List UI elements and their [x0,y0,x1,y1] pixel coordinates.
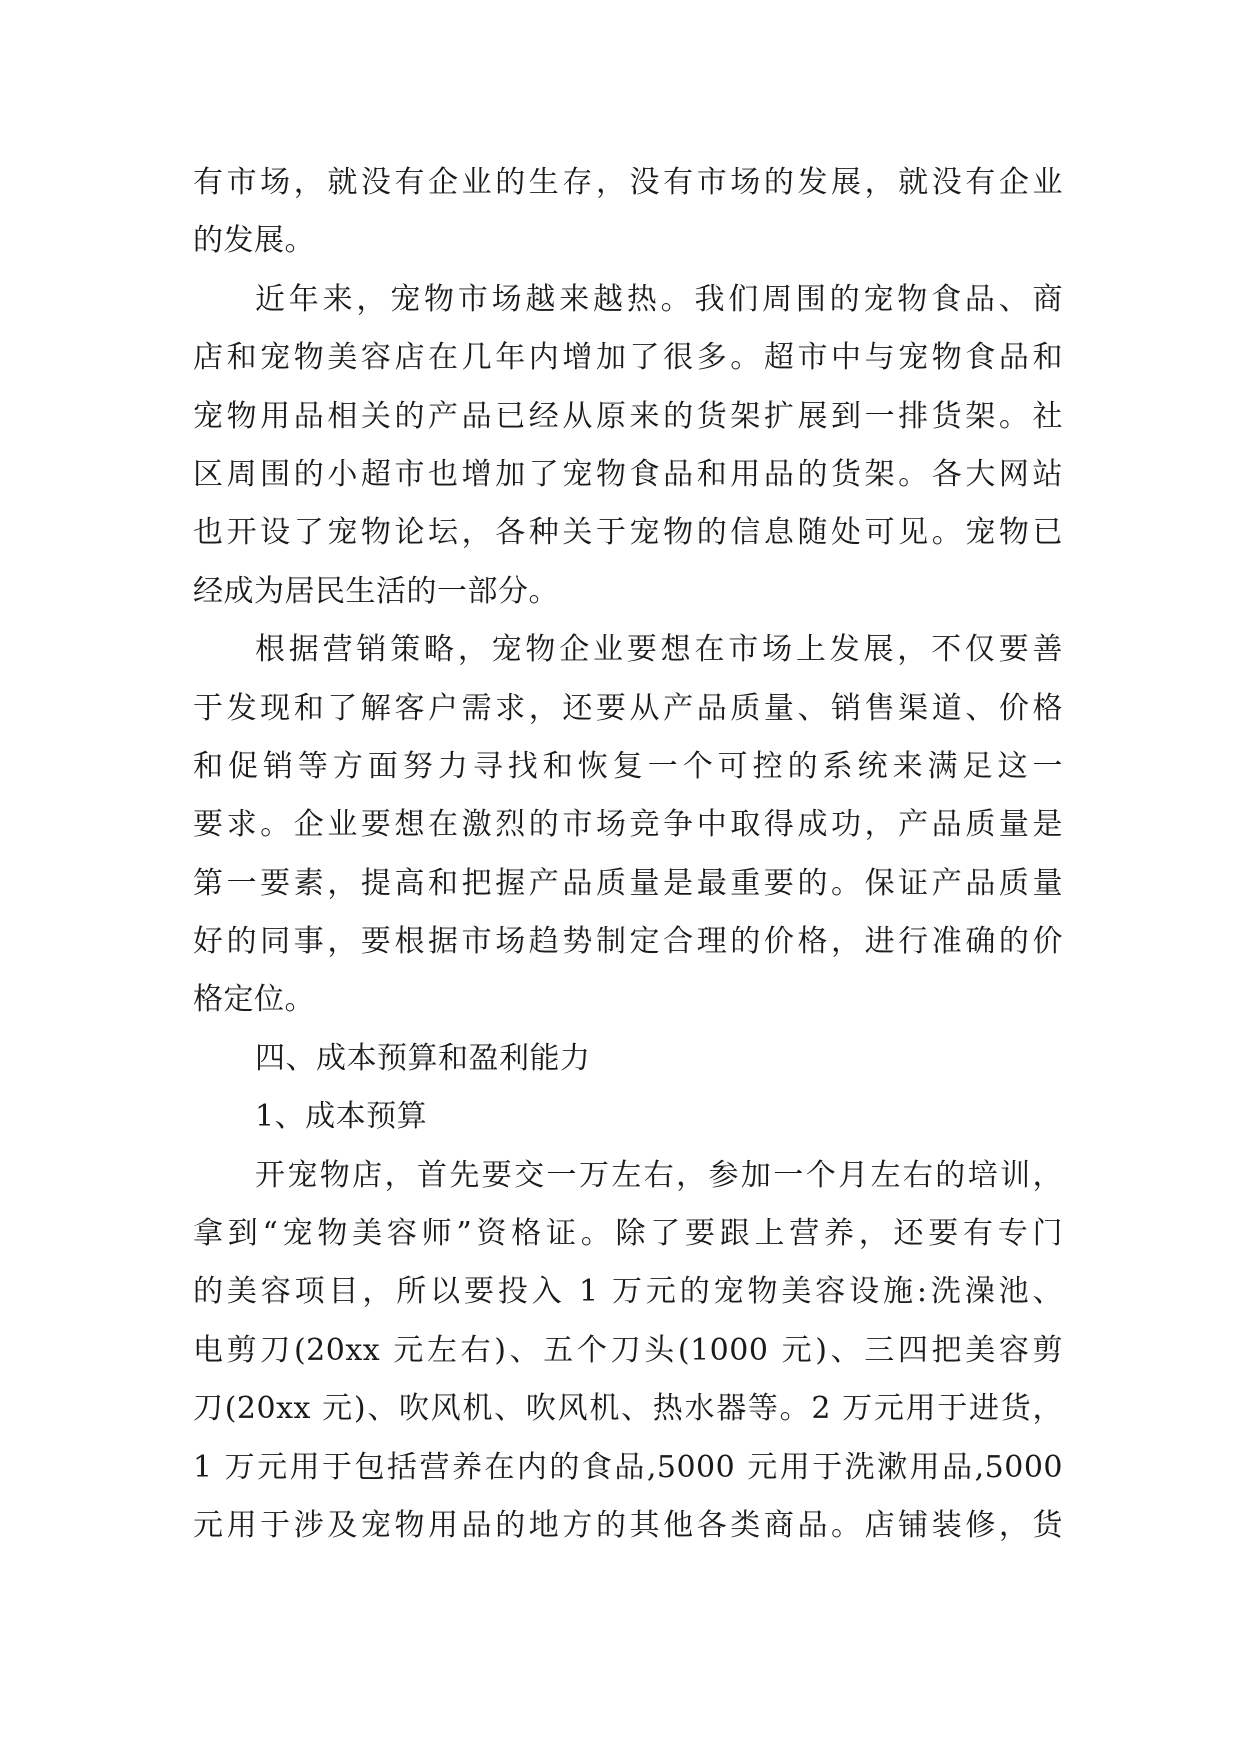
text-line: 电剪刀(20xx 元左右)、五个刀头(1000 元)、三四把美容剪 [193,1332,1063,1368]
text-line: 宠物用品相关的产品已经从原来的货架扩展到一排货架。社 [193,398,1063,434]
text-line: 格定位。 [193,982,315,1018]
text-line: 元用于涉及宠物用品的地方的其他各类商品。店铺装修，货 [193,1507,1063,1543]
text-line: 于发现和了解客户需求，还要从产品质量、销售渠道、价格 [193,690,1063,726]
text-line: 经成为居民生活的一部分。 [193,573,559,609]
text-line: 店和宠物美容店在几年内增加了很多。超市中与宠物食品和 [193,340,1063,376]
text-line: 的美容项目，所以要投入 1 万元的宠物美容设施:洗澡池、 [193,1274,1063,1310]
text-line: 开宠物店，首先要交一万左右，参加一个月左右的培训， [255,1157,1063,1193]
text-line: 也开设了宠物论坛，各种关于宠物的信息随处可见。宠物已 [193,515,1063,551]
text-line: 的发展。 [193,223,315,259]
text-line: 区周围的小超市也增加了宠物食品和用品的货架。各大网站 [193,456,1063,492]
text-line: 要求。企业要想在激烈的市场竞争中取得成功，产品质量是 [193,807,1063,843]
text-line: 和促销等方面努力寻找和恢复一个可控的系统来满足这一 [193,748,1063,784]
text-line: 根据营销策略，宠物企业要想在市场上发展，不仅要善 [255,632,1063,668]
document-body [193,154,1063,1555]
text-line: 1 万元用于包括营养在内的食品,5000 元用于洗漱用品,5000 [193,1449,1063,1485]
subsection-heading: 1、成本预算 [255,1099,428,1135]
section-heading: 四、成本预算和盈利能力 [255,1040,591,1076]
text-line: 有市场，就没有企业的生存，没有市场的发展，就没有企业 [193,165,1063,200]
text-line: 拿到“宠物美容师”资格证。除了要跟上营养，还要有专门 [193,1216,1063,1252]
text-line: 好的同事，要根据市场趋势制定合理的价格，进行准确的价 [193,924,1063,960]
text-line: 第一要素，提高和把握产品质量是最重要的。保证产品质量 [193,865,1063,901]
text-line: 近年来，宠物市场越来越热。我们周围的宠物食品、商 [255,281,1063,317]
text-line: 刀(20xx 元)、吹风机、吹风机、热水器等。2 万元用于进货， [193,1391,1063,1427]
